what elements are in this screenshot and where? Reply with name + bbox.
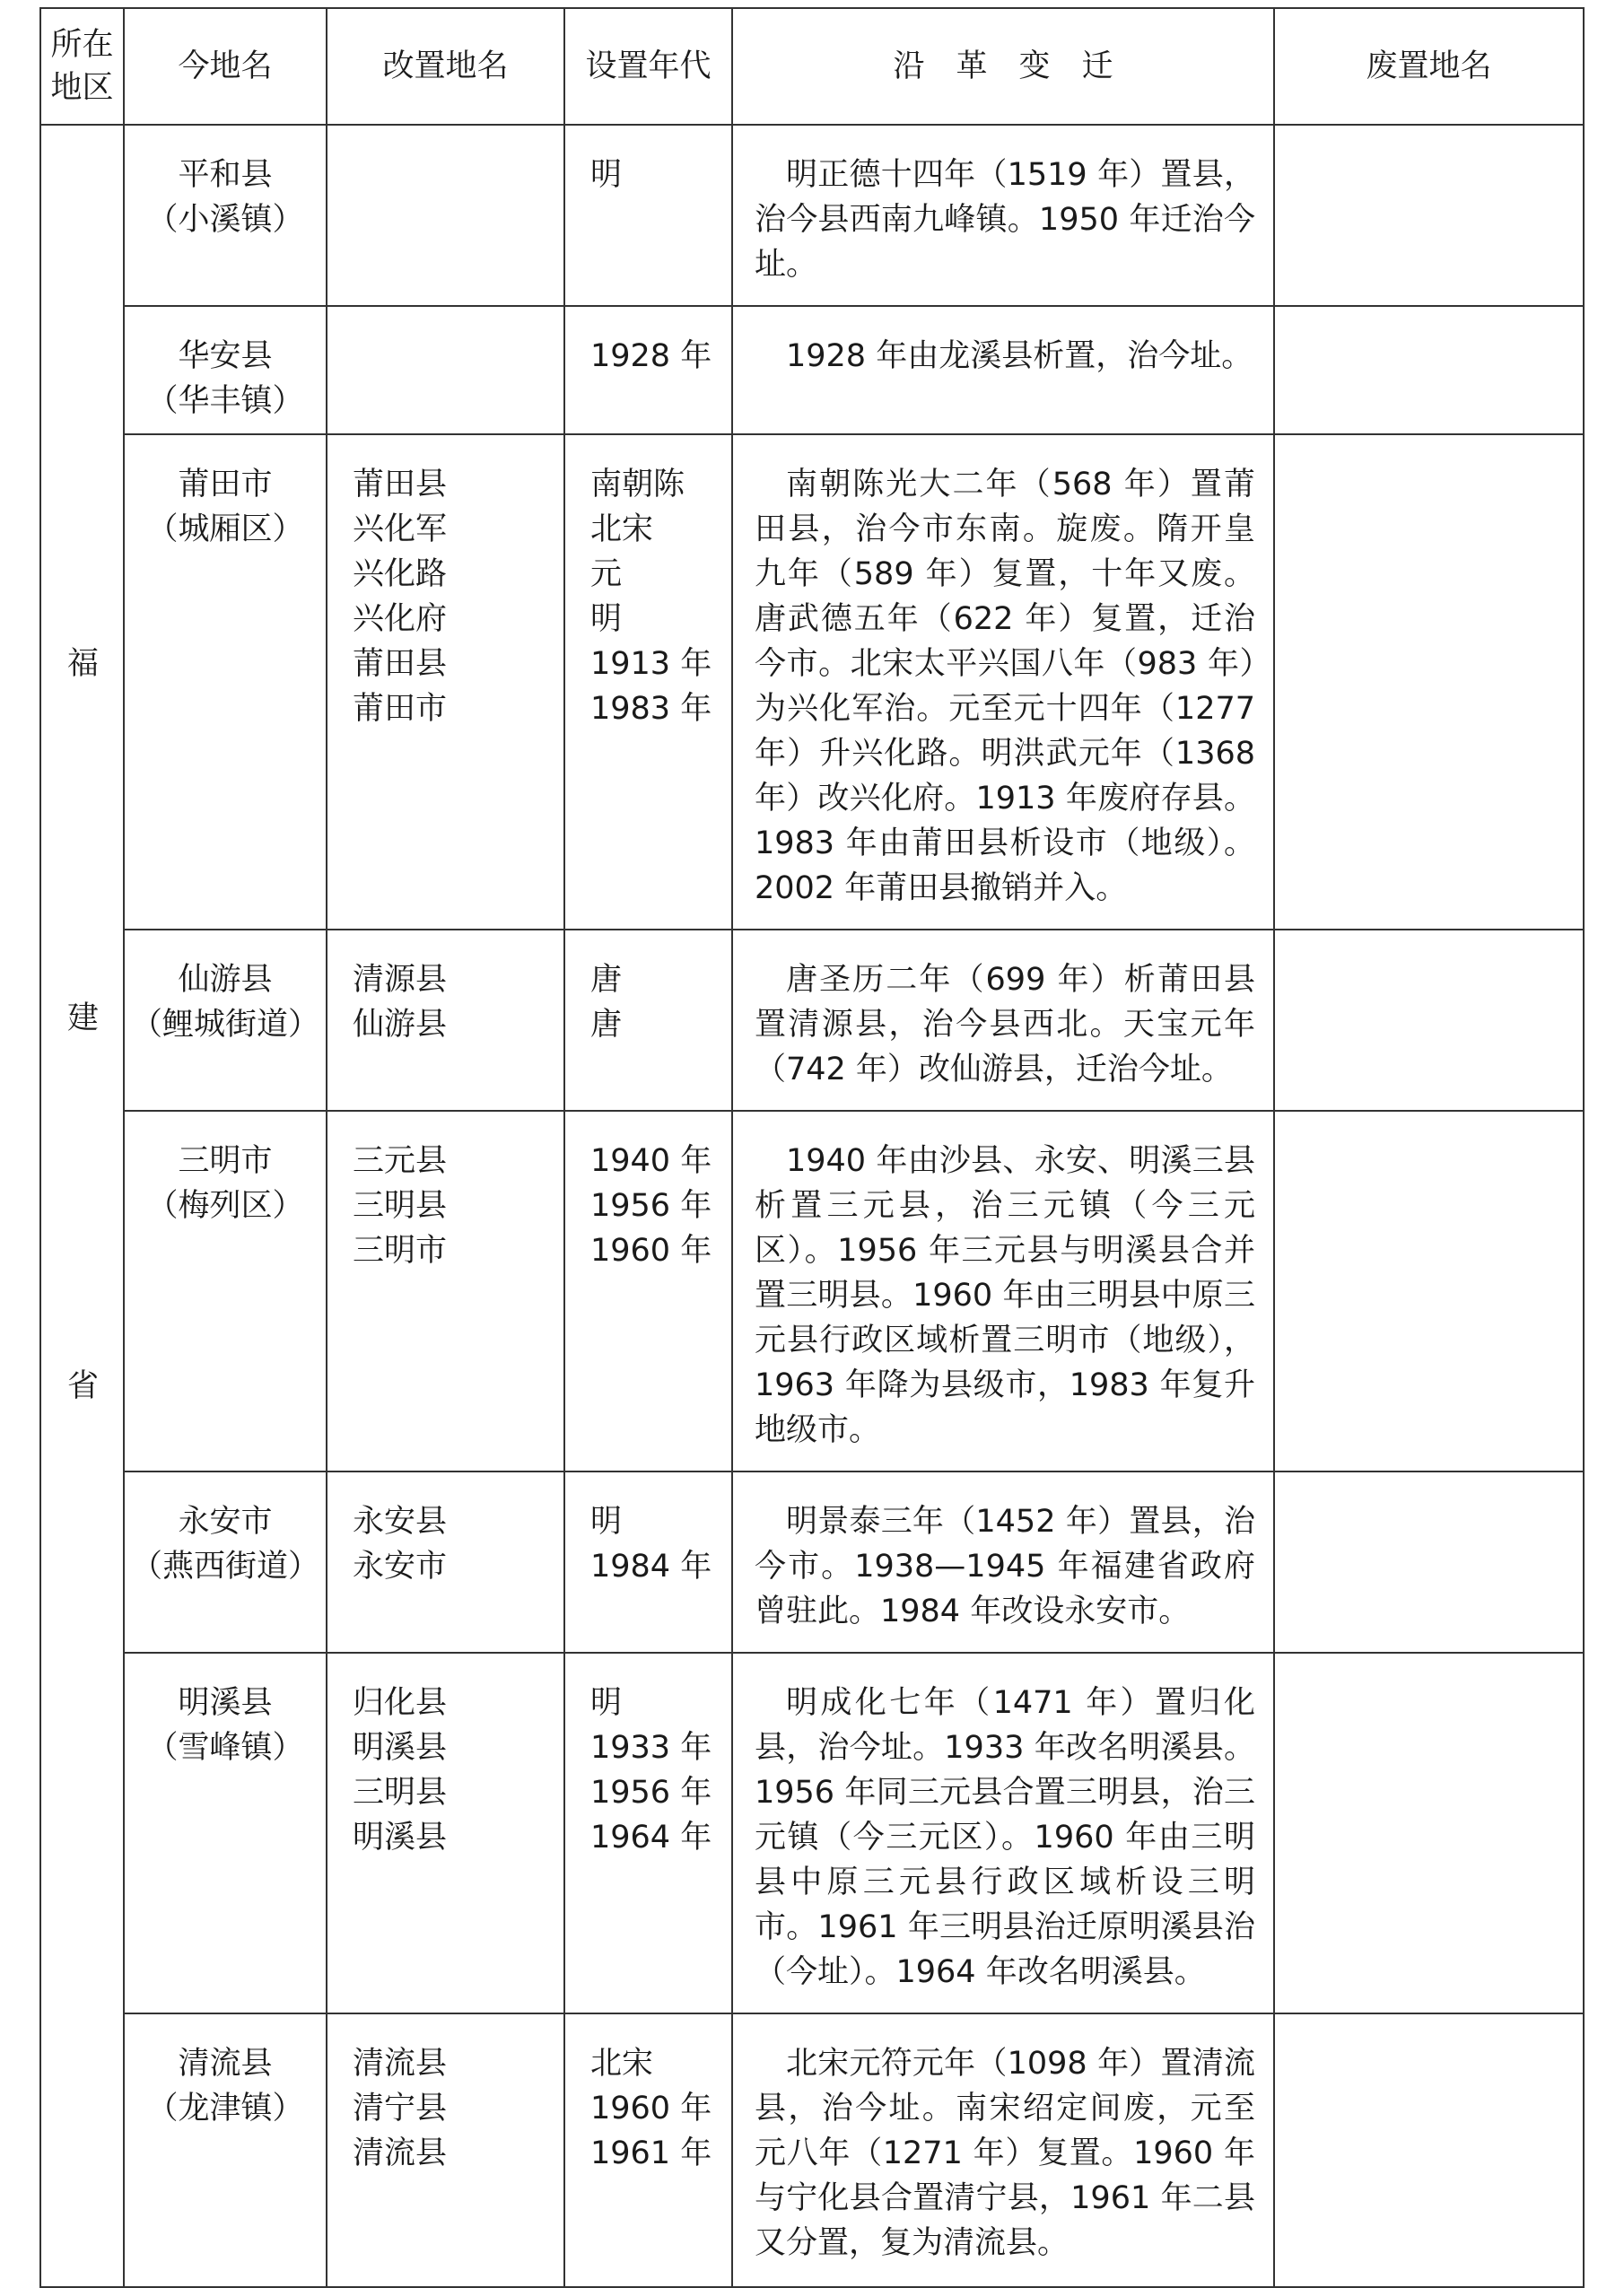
region-char: 建 [66, 1000, 99, 1036]
renamed-cell [327, 2013, 564, 2287]
establish-year: 明 [590, 157, 623, 193]
current-name: 华安县 [178, 338, 273, 374]
establish-year: 1956 年 [590, 1775, 712, 1811]
renamed-name: 永安县 [353, 1504, 448, 1540]
renamed-name: 兴化府 [353, 601, 448, 637]
year-cell [564, 1111, 732, 1471]
renamed-name: 归化县 [353, 1685, 448, 1721]
current-name: 永安市 [178, 1504, 273, 1540]
history-text: 1928 年由龙溪县析置，治今址。 [786, 338, 1253, 374]
establish-year: 元 [590, 556, 623, 592]
renamed-name: 兴化路 [353, 556, 448, 592]
header-year: 设置年代 [564, 8, 732, 125]
history-cell [732, 1471, 1274, 1653]
abolished-cell [1274, 434, 1584, 930]
region-char: 省 [66, 1368, 99, 1404]
establish-year: 明 [590, 1504, 623, 1540]
history-text: 明成化七年（1471 年）置归化县，治今址。1933 年改名明溪县。1956 年同三元县合置三明县，治三元镇（今三元区）。1960 年由三明县中原三元县行政区域析设三明市。1961 年三明县治迁原明溪县治（今址）。1964 年改名明溪县。 [755, 1685, 1255, 1990]
year-cell [564, 434, 732, 930]
header-abolished: 废置地名 [1274, 8, 1584, 125]
year-cell [564, 930, 732, 1111]
renamed-name: 莆田市 [353, 691, 448, 727]
history-cell [732, 2013, 1274, 2287]
table-row [40, 125, 1584, 306]
renamed-cell [327, 930, 564, 1111]
history-text: 明正德十四年（1519 年）置县，治今县西南九峰镇。1950 年迁治今址。 [755, 157, 1255, 283]
establish-year: 唐 [590, 962, 623, 998]
establish-year: 1961 年 [590, 2135, 712, 2171]
table-row [40, 1653, 1584, 2013]
history-text: 明景泰三年（1452 年）置县，治今市。1938—1945 年福建省政府曾驻此。1984 年改设永安市。 [755, 1504, 1255, 1629]
renamed-name: 仙游县 [353, 1007, 448, 1043]
current-name-cell [124, 1653, 327, 2013]
establish-year: 1956 年 [590, 1188, 712, 1224]
renamed-cell [327, 1653, 564, 2013]
renamed-name: 三明县 [353, 1188, 448, 1224]
current-name-cell [124, 434, 327, 930]
current-name: 仙游县 [178, 962, 273, 998]
header-renamed: 改置地名 [327, 8, 564, 125]
current-name: 平和县 [178, 157, 273, 193]
history-cell [732, 930, 1274, 1111]
current-name-cell [124, 930, 327, 1111]
establish-year: 1984 年 [590, 1549, 712, 1585]
renamed-cell [327, 306, 564, 434]
table-row [40, 434, 1584, 930]
history-cell [732, 434, 1274, 930]
history-cell [732, 1111, 1274, 1471]
table-body [40, 125, 1584, 2287]
place-name-table [39, 7, 1585, 2288]
renamed-cell [327, 125, 564, 306]
county-seat: （梅列区） [146, 1188, 304, 1224]
renamed-name: 三明县 [353, 1775, 448, 1811]
establish-year: 1913 年 [590, 646, 712, 682]
establish-year: 明 [590, 1685, 623, 1721]
header-history: 沿 革 变 迁 [732, 8, 1274, 125]
abolished-cell [1274, 1653, 1584, 2013]
table-row [40, 930, 1584, 1111]
establish-year: 北宋 [590, 511, 654, 547]
renamed-name: 明溪县 [353, 1820, 448, 1856]
history-text: 北宋元符元年（1098 年）置清流县，治今址。南宋绍定间废，元至元八年（1271 年）复置。1960 年与宁化县合置清宁县，1961 年二县又分置，复为清流县。 [755, 2046, 1255, 2261]
establish-year: 1940 年 [590, 1143, 712, 1179]
county-seat: （雪峰镇） [146, 1730, 304, 1766]
history-text: 唐圣历二年（699 年）析莆田县置清源县，治今县西北。天宝元年（742 年）改仙游县，迁治今址。 [755, 962, 1255, 1087]
renamed-cell [327, 1111, 564, 1471]
history-text: 南朝陈光大二年（568 年）置莆田县，治今市东南。旋废。隋开皇九年（589 年）复置，十年又废。唐武德五年（622 年）复置，迁治今市。北宋太平兴国八年（983 年）为兴化军治。元至元十四年（1277 年）升兴化路。明洪武元年（1368 年）改兴化府。1913 年废府存县。1983 年由莆田县析设市（地级）。2002 年莆田县撤销并入。 [755, 467, 1255, 906]
establish-year: 唐 [590, 1007, 623, 1043]
current-name: 明溪县 [178, 1685, 273, 1721]
history-cell [732, 125, 1274, 306]
county-seat: （小溪镇） [146, 202, 304, 238]
establish-year: 1928 年 [590, 338, 712, 374]
renamed-cell [327, 434, 564, 930]
renamed-name: 清流县 [353, 2046, 448, 2082]
table-row [40, 2013, 1584, 2287]
table-row [40, 1471, 1584, 1653]
year-cell [564, 306, 732, 434]
abolished-cell [1274, 125, 1584, 306]
establish-year: 1960 年 [590, 1233, 712, 1269]
renamed-name: 三明市 [353, 1233, 448, 1269]
history-text: 1940 年由沙县、永安、明溪三县析置三元县，治三元镇（今三元区）。1956 年三元县与明溪县合并置三明县。1960 年由三明县中原三元县行政区域析置三明市（地级），1963 年降为县级市，1983 年复升地级市。 [755, 1143, 1255, 1448]
establish-year: 明 [590, 601, 623, 637]
year-cell [564, 2013, 732, 2287]
renamed-name: 明溪县 [353, 1730, 448, 1766]
establish-year: 1964 年 [590, 1820, 712, 1856]
renamed-name: 永安市 [353, 1549, 448, 1585]
establish-year: 1983 年 [590, 691, 712, 727]
region-cell [40, 125, 124, 2287]
table-row [40, 306, 1584, 434]
renamed-name: 兴化军 [353, 511, 448, 547]
abolished-cell [1274, 1471, 1584, 1653]
year-cell [564, 125, 732, 306]
county-seat: （燕西街道） [130, 1549, 319, 1585]
current-name: 清流县 [178, 2046, 273, 2082]
history-cell [732, 1653, 1274, 2013]
header-current-name: 今地名 [124, 8, 327, 125]
header-row [40, 8, 1584, 125]
table-row [40, 1111, 1584, 1471]
header-region-line1: 所在 [50, 27, 114, 63]
current-name-cell [124, 2013, 327, 2287]
year-cell [564, 1471, 732, 1653]
abolished-cell [1274, 1111, 1584, 1471]
county-seat: （龙津镇） [146, 2091, 304, 2126]
abolished-cell [1274, 306, 1584, 434]
history-cell [732, 306, 1274, 434]
header-region-line2: 地区 [50, 70, 114, 106]
county-seat: （华丰镇） [146, 383, 304, 419]
renamed-name: 莆田县 [353, 646, 448, 682]
current-name-cell [124, 1111, 327, 1471]
establish-year: 北宋 [590, 2046, 654, 2082]
current-name-cell [124, 125, 327, 306]
abolished-cell [1274, 930, 1584, 1111]
renamed-name: 清源县 [353, 962, 448, 998]
renamed-name: 莆田县 [353, 467, 448, 502]
current-name-cell [124, 306, 327, 434]
renamed-cell [327, 1471, 564, 1653]
gazetteer-table-page [39, 7, 1583, 2288]
year-cell [564, 1653, 732, 2013]
renamed-name: 清流县 [353, 2135, 448, 2171]
current-name: 莆田市 [178, 467, 273, 502]
county-seat: （城厢区） [146, 511, 304, 547]
establish-year: 南朝陈 [590, 467, 685, 502]
region-char: 福 [66, 646, 99, 682]
county-seat: （鲤城街道） [130, 1007, 319, 1043]
renamed-name: 三元县 [353, 1143, 448, 1179]
establish-year: 1933 年 [590, 1730, 712, 1766]
current-name: 三明市 [178, 1143, 273, 1179]
current-name-cell [124, 1471, 327, 1653]
establish-year: 1960 年 [590, 2091, 712, 2126]
header-region [40, 8, 124, 125]
abolished-cell [1274, 2013, 1584, 2287]
renamed-name: 清宁县 [353, 2091, 448, 2126]
